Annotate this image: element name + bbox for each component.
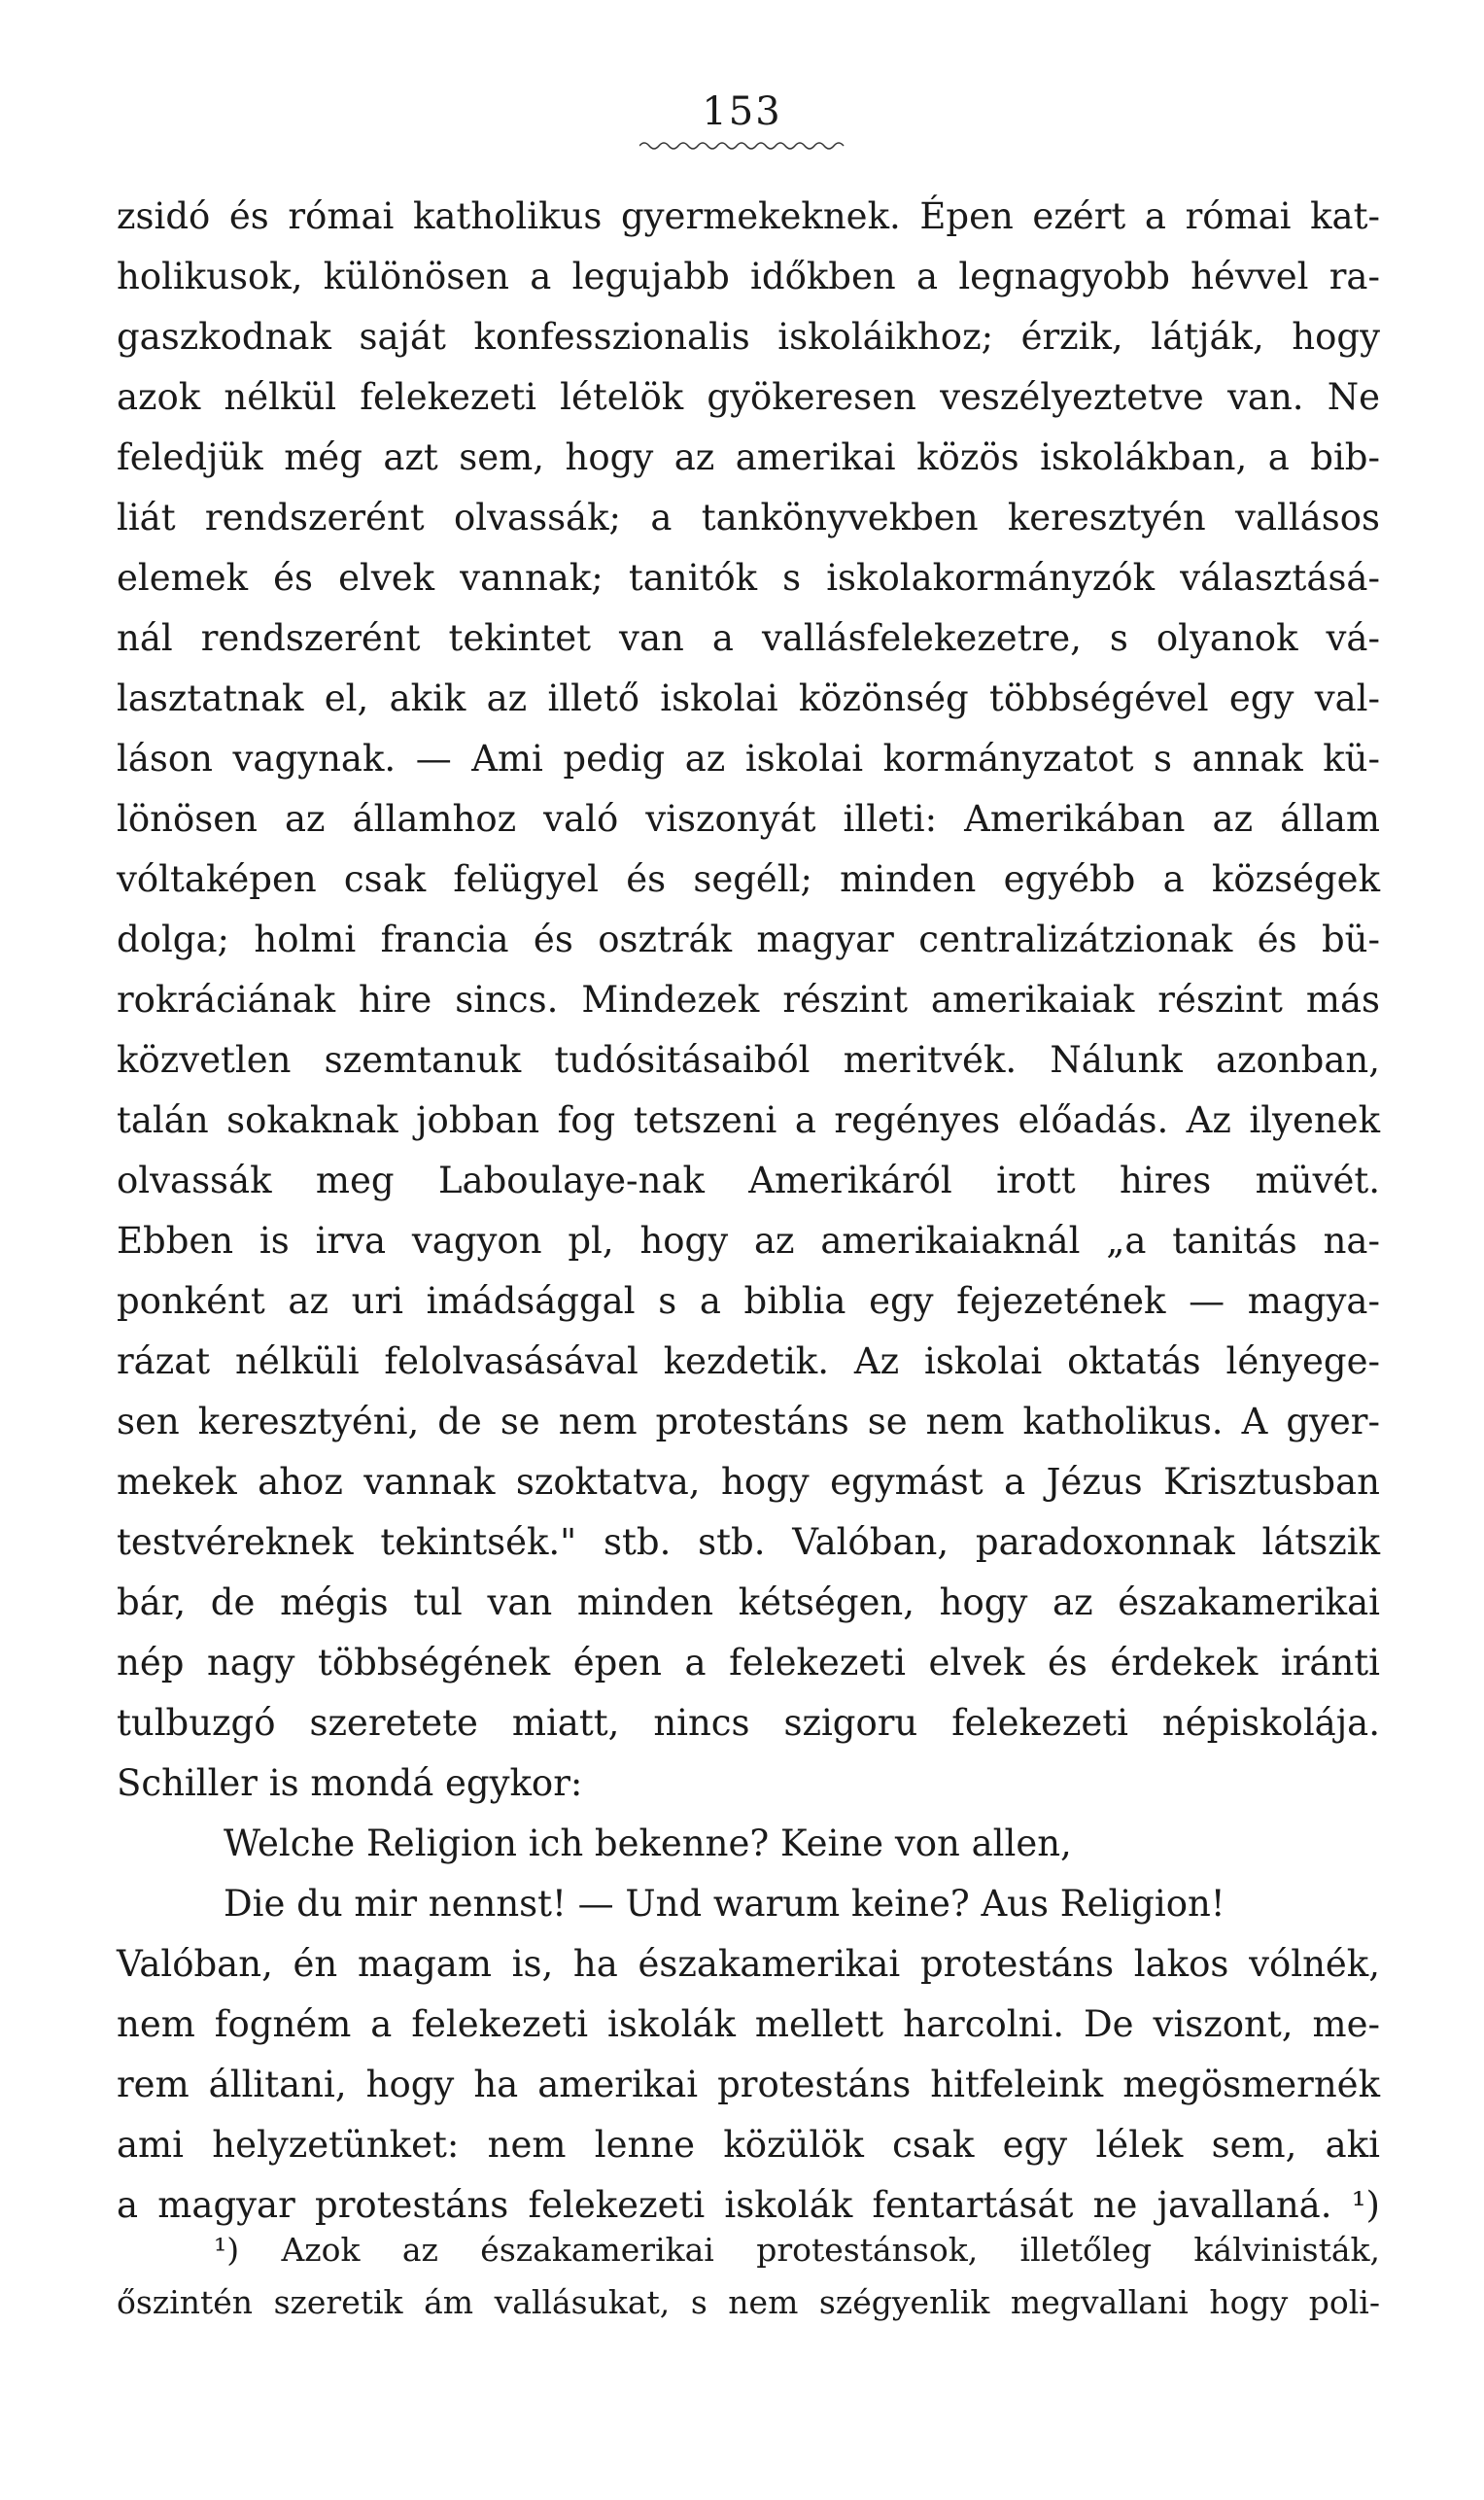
body-line: rázat nélküli felolvasásával kezdetik. Az iskolai oktatás lényege-	[117, 1340, 1380, 1382]
page-number: 153	[702, 89, 782, 134]
body-line: olvassák meg Laboulaye-nak Amerikáról irott hires müvét.	[117, 1160, 1380, 1201]
body-line: vóltaképen csak felügyel és segéll; minden egyébb a községek	[117, 858, 1380, 900]
body-line: elemek és elvek vannak; tanitók s iskolakormányzók választásá-	[117, 557, 1380, 599]
body-line: azok nélkül felekezeti lételök gyökeresen veszélyeztetve van. Ne	[117, 376, 1380, 418]
verse-line: Die du mir nennst! — Und warum keine? Aus Religion!	[224, 1883, 1225, 1925]
body-line: lasztatnak el, akik az illető iskolai közönség többségével egy val-	[117, 677, 1380, 719]
body-line: bár, de mégis tul van minden kétségen, hogy az északamerikai	[117, 1581, 1380, 1623]
body-line: feledjük még azt sem, hogy az amerikai közös iskolákban, a bib-	[117, 436, 1380, 478]
body-line: ami helyzetünket: nem lenne közülök csak egy lélek sem, aki	[117, 2124, 1380, 2166]
body-line: dolga; holmi francia és osztrák magyar centralizátzionak és bü-	[117, 919, 1380, 960]
body-line: sen keresztyéni, de se nem protestáns se nem katholikus. A gyer-	[117, 1401, 1380, 1442]
page-number-ornament	[639, 138, 846, 154]
body-line: nál rendszerént tekintet van a vallásfelekezetre, s olyanok vá-	[117, 617, 1380, 659]
body-text	[117, 187, 1380, 2236]
body-line: nép nagy többségének épen a felekezeti elvek és érdekek iránti	[117, 1642, 1380, 1684]
body-line: Valóban, én magam is, ha északamerikai protestáns lakos vólnék,	[117, 1943, 1380, 1985]
body-line: közvetlen szemtanuk tudósitásaiból meritvék. Nálunk azonban,	[117, 1039, 1380, 1081]
body-line: Schiller is mondá egykor:	[117, 1762, 583, 1804]
body-line: láson vagynak. — Ami pedig az iskolai kormányzatot s annak kü-	[117, 738, 1380, 780]
body-line: tulbuzgó szeretete miatt, nincs szigoru felekezeti népiskolája.	[117, 1702, 1380, 1744]
body-line: a magyar protestáns felekezeti iskolák fentartását ne javallaná. ¹)	[117, 2184, 1380, 2226]
body-line: zsidó és római katholikus gyermekeknek. Épen ezért a római kat-	[117, 195, 1380, 237]
body-line: rem állitani, hogy ha amerikai protestáns hitfeleink megösmernék	[117, 2064, 1380, 2105]
body-line: testvéreknek tekintsék." stb. stb. Valóban, paradoxonnak látszik	[117, 1521, 1380, 1563]
footnote-line: ¹) Azok az északamerikai protestánsok, illetőleg kálvinisták,	[214, 2231, 1380, 2269]
body-line: liát rendszerént olvassák; a tankönyvekben keresztyén vallásos	[117, 497, 1380, 538]
body-line: holikusok, különösen a legujabb időkben a legnagyobb hévvel ra-	[117, 256, 1380, 297]
body-line: Ebben is irva vagyon pl, hogy az amerikaiaknál „a tanitás na-	[117, 1220, 1380, 1262]
footnote-line: őszintén szeretik ám vallásukat, s nem szégyenlik megvallani hogy poli-	[117, 2283, 1380, 2321]
body-line: gaszkodnak saját konfesszionalis iskoláikhoz; érzik, látják, hogy	[117, 316, 1380, 358]
body-line: nem fogném a felekezeti iskolák mellett harcolni. De viszont, me-	[117, 2003, 1380, 2045]
body-line: mekek ahoz vannak szoktatva, hogy egymást a Jézus Krisztusban	[117, 1461, 1380, 1503]
footnotes	[117, 2224, 1380, 2329]
body-line: lönösen az államhoz való viszonyát illeti: Amerikában az állam	[117, 798, 1380, 840]
verse-line: Welche Religion ich bekenne? Keine von allen,	[224, 1823, 1072, 1864]
body-line: ponként az uri imádsággal s a biblia egy fejezetének — magya-	[117, 1280, 1380, 1322]
body-line: talán sokaknak jobban fog tetszeni a regényes előadás. Az ilyenek	[117, 1099, 1380, 1141]
body-line: rokráciának hire sincs. Mindezek részint amerikaiak részint más	[117, 979, 1380, 1021]
